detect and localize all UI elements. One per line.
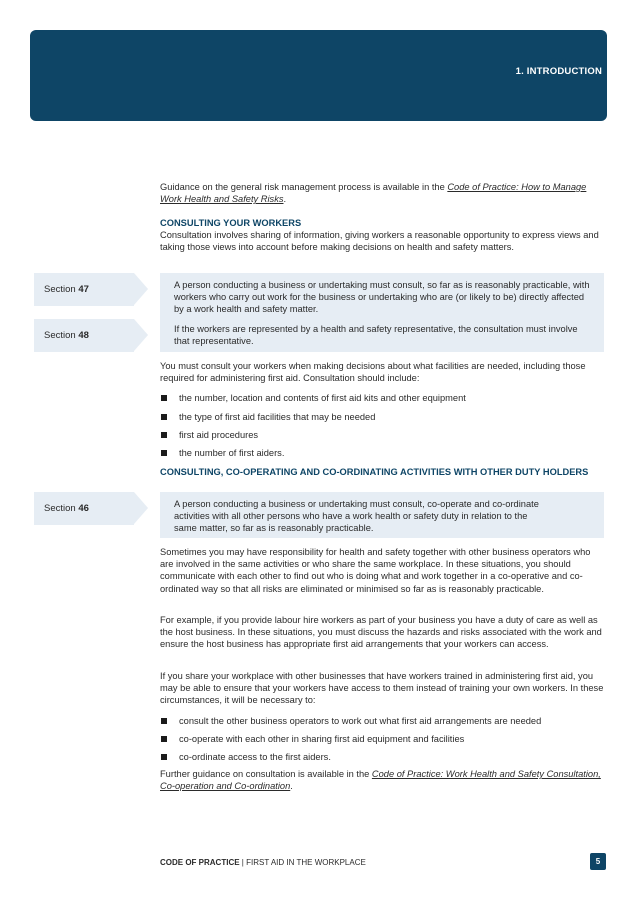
consult-list [160, 392, 604, 459]
list-item: the type of first aid facilities that may be needed [160, 411, 604, 423]
intro-paragraph [160, 181, 604, 205]
bullet-square-icon [161, 395, 167, 401]
bullet-square-icon [161, 432, 167, 438]
consult-section [160, 360, 604, 465]
footer-title: FIRST AID IN THE WORKPLACE [246, 858, 366, 867]
coop-heading-block [160, 466, 590, 478]
callout2-text: A person conducting a business or undertaking must consult, co-operate and co-ordinate activities with all other persons who have a work health or safety duty in relation to the same matter, so far as is reasonably practicable. [174, 499, 539, 534]
section-tag-48 [34, 319, 134, 352]
coop-heading: CONSULTING, CO-OPERATING AND CO-ORDINATING ACTIVITIES WITH OTHER DUTY HOLDERS [160, 467, 589, 477]
bullet-square-icon [161, 736, 167, 742]
paragraph-2: For example, if you provide labour hire workers as part of your business you have a duty of care as well as the host business. In these situations, you must discuss the hazards and risks associated with the work and ensure the host business has appropriate first aid arrangements that your workers can access. [160, 615, 602, 650]
list-item: consult the other business operators to work out what first aid arrangements are needed [160, 715, 604, 727]
callout1-p2: If the workers are represented by a health and safety representative, the consultation must involve that representative. [174, 323, 578, 346]
legal-callout-1 [160, 273, 604, 352]
section-label: Section [44, 503, 76, 514]
consulting-block [160, 217, 604, 254]
section-tag-46 [34, 492, 134, 525]
further-guidance: Further guidance on consultation is available in the Code of Practice: Work Health and Safety Consultation, Co-operation and Co-ordination. [160, 769, 601, 792]
section-number: 48 [78, 330, 89, 341]
bullet-square-icon [161, 754, 167, 760]
bullet-square-icon [161, 450, 167, 456]
consulting-body: Consultation involves sharing of information, giving workers a reasonable opportunity to express views and taking those views into account before making decisions on health and safety matters. [160, 230, 599, 253]
footer-separator: | [239, 858, 247, 867]
chapter-title: 1. INTRODUCTION [515, 66, 602, 77]
section-tag-47 [34, 273, 134, 306]
section-label: Section [44, 330, 76, 341]
page-footer [160, 858, 366, 867]
risk-code-link[interactable]: Code of Practice: How to Manage Work Health and Safety Risks [160, 182, 587, 205]
page-number: 5 [590, 853, 606, 870]
intro-end: . [283, 194, 287, 205]
share-list [160, 715, 604, 764]
legal-callout-2 [160, 492, 604, 538]
list-item: co-ordinate access to the first aiders. [160, 751, 604, 763]
section-label: Section [44, 284, 76, 295]
bullet-square-icon [161, 414, 167, 420]
list-item: co-operate with each other in sharing first aid equipment and facilities [160, 733, 604, 745]
list-item: the number of first aiders. [160, 447, 604, 459]
paragraph-3: If you share your workplace with other businesses that have workers trained in administering first aid, you may be able to ensure that your workers have access to them instead of training your own workers. In these circumstances, it will be necessary to: consult the other business operators to work out what first aid arrangements are needed co-operate with each other in sharing first aid equipment and facilities co-ordinate access to the first aiders. [160, 671, 604, 763]
callout1-p1: A person conducting a business or undertaking must consult, so far as is reasonably practicable, with workers who carry out work for the business or undertaking who are (or likely to be) directly affected by a work health and safety matter. [174, 280, 590, 315]
consulting-heading: CONSULTING YOUR WORKERS [160, 218, 302, 228]
list-item: the number, location and contents of first aid kits and other equipment [160, 392, 604, 404]
footer-code: CODE OF PRACTICE [160, 858, 240, 867]
consultation-code-link[interactable]: Code of Practice: Work Health and Safety Consultation, Co-operation and Co-ordination [160, 769, 601, 792]
section-number: 47 [78, 284, 89, 295]
consult-paragraph: You must consult your workers when making decisions about what facilities are needed, including those required for administering first aid. Consultation should include: [160, 361, 586, 384]
bullet-square-icon [161, 718, 167, 724]
paragraph-1: Sometimes you may have responsibility for health and safety together with other business operators who are involved in the same activities or who share the same workplace. In these situations, you should communicate with each other to find out who is doing what and work together in a co-operative and co-ordinated way so that all risks are eliminated or minimised so far as is reasonably practicable. [160, 547, 591, 594]
section-number: 46 [78, 503, 89, 514]
list-item: first aid procedures [160, 429, 604, 441]
intro-text: Guidance on the general risk management process is available in the [160, 182, 448, 192]
